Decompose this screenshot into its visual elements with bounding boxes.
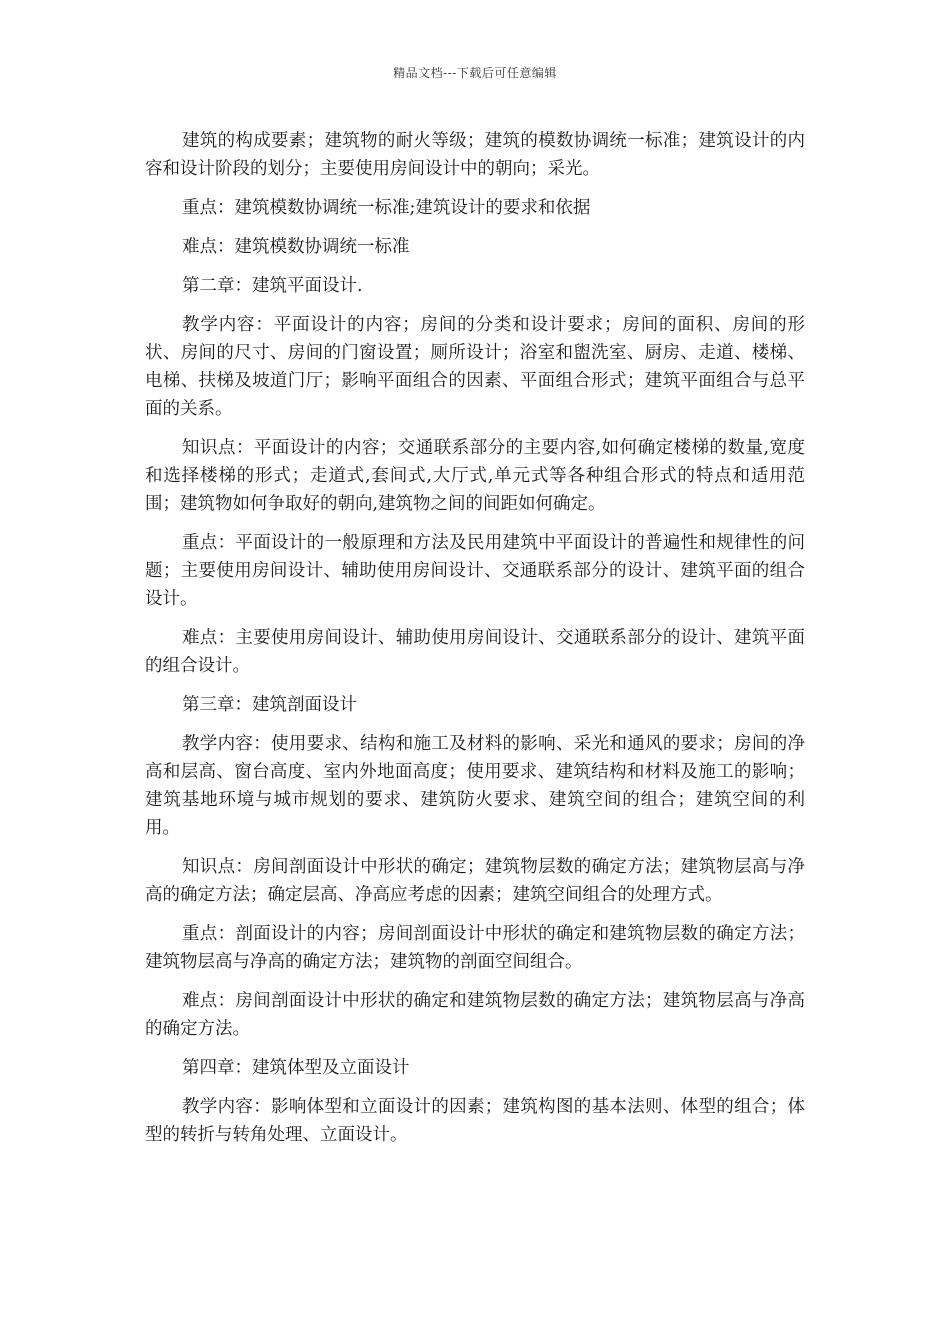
- paragraph-composition: 建筑的构成要素；建筑物的耐火等级；建筑的模数协调统一标准；建筑设计的内容和设计阶段的划分；主要使用房间设计中的朝向；采光。: [145, 131, 805, 179]
- paragraph-teaching-content-ch4: 教学内容：影响体型和立面设计的因素；建筑构图的基本法则、体型的组合；体型的转折与转角处理、立面设计。: [145, 1097, 805, 1145]
- paragraph-key-points-ch3: 重点：剖面设计的内容；房间剖面设计中形状的确定和建筑物层数的确定方法；建筑物层高与净高的确定方法；建筑物的剖面空间组合。: [145, 924, 805, 972]
- paragraph-teaching-content-ch3: 教学内容：使用要求、结构和施工及材料的影响、采光和通风的要求；房间的净高和层高、窗台高度、室内外地面高度；使用要求、建筑结构和材料及施工的影响；建筑基地环境与城市规划的要求、建筑防火要求、建筑空间的组合；建筑空间的利用。: [145, 734, 805, 838]
- chapter-heading-2: 第二章：建筑平面设计.: [182, 276, 363, 296]
- document-body: [145, 127, 805, 1160]
- paragraph-knowledge-ch3: 知识点：房间剖面设计中形状的确定；建筑物层数的确定方法；建筑物层高与净高的确定方法；确定层高、净高应考虑的因素；建筑空间组合的处理方式。: [145, 857, 805, 905]
- paragraph-key-points-ch1: 重点：建筑模数协调统一标准;建筑设计的要求和依据: [182, 198, 591, 218]
- paragraph-teaching-content-ch2: 教学内容：平面设计的内容；房间的分类和设计要求；房间的面积、房间的形状、房间的尺寸、房间的门窗设置；厕所设计；浴室和盥洗室、厨房、走道、楼梯、电梯、扶梯及坡道门厅；影响平面组合的因素、平面组合形式；建筑平面组合与总平面的关系。: [145, 315, 805, 419]
- paragraph-difficulties-ch2: 难点：主要使用房间设计、辅助使用房间设计、交通联系部分的设计、建筑平面的组合设计。: [145, 628, 805, 676]
- paragraph-difficulties-ch1: 难点：建筑模数协调统一标准: [182, 237, 410, 257]
- paragraph-knowledge-ch2: 知识点：平面设计的内容；交通联系部分的主要内容,如何确定楼梯的数量,宽度和选择楼梯的形式；走道式,套间式,大厅式,单元式等各种组合形式的特点和适用范围；建筑物如何争取好的朝向,建筑物之间的间距如何确定。: [145, 438, 805, 514]
- paragraph-key-points-ch2: 重点：平面设计的一般原理和方法及民用建筑中平面设计的普遍性和规律性的问题；主要使用房间设计、辅助使用房间设计、交通联系部分的设计、建筑平面的组合设计。: [145, 533, 805, 609]
- chapter-heading-3: 第三章：建筑剖面设计: [182, 695, 357, 715]
- chapter-heading-4: 第四章：建筑体型及立面设计: [182, 1058, 410, 1078]
- paragraph-difficulties-ch3: 难点：房间剖面设计中形状的确定和建筑物层数的确定方法；建筑物层高与净高的确定方法。: [145, 991, 805, 1039]
- page-header: 精品文档---下载后可任意编辑: [393, 66, 557, 80]
